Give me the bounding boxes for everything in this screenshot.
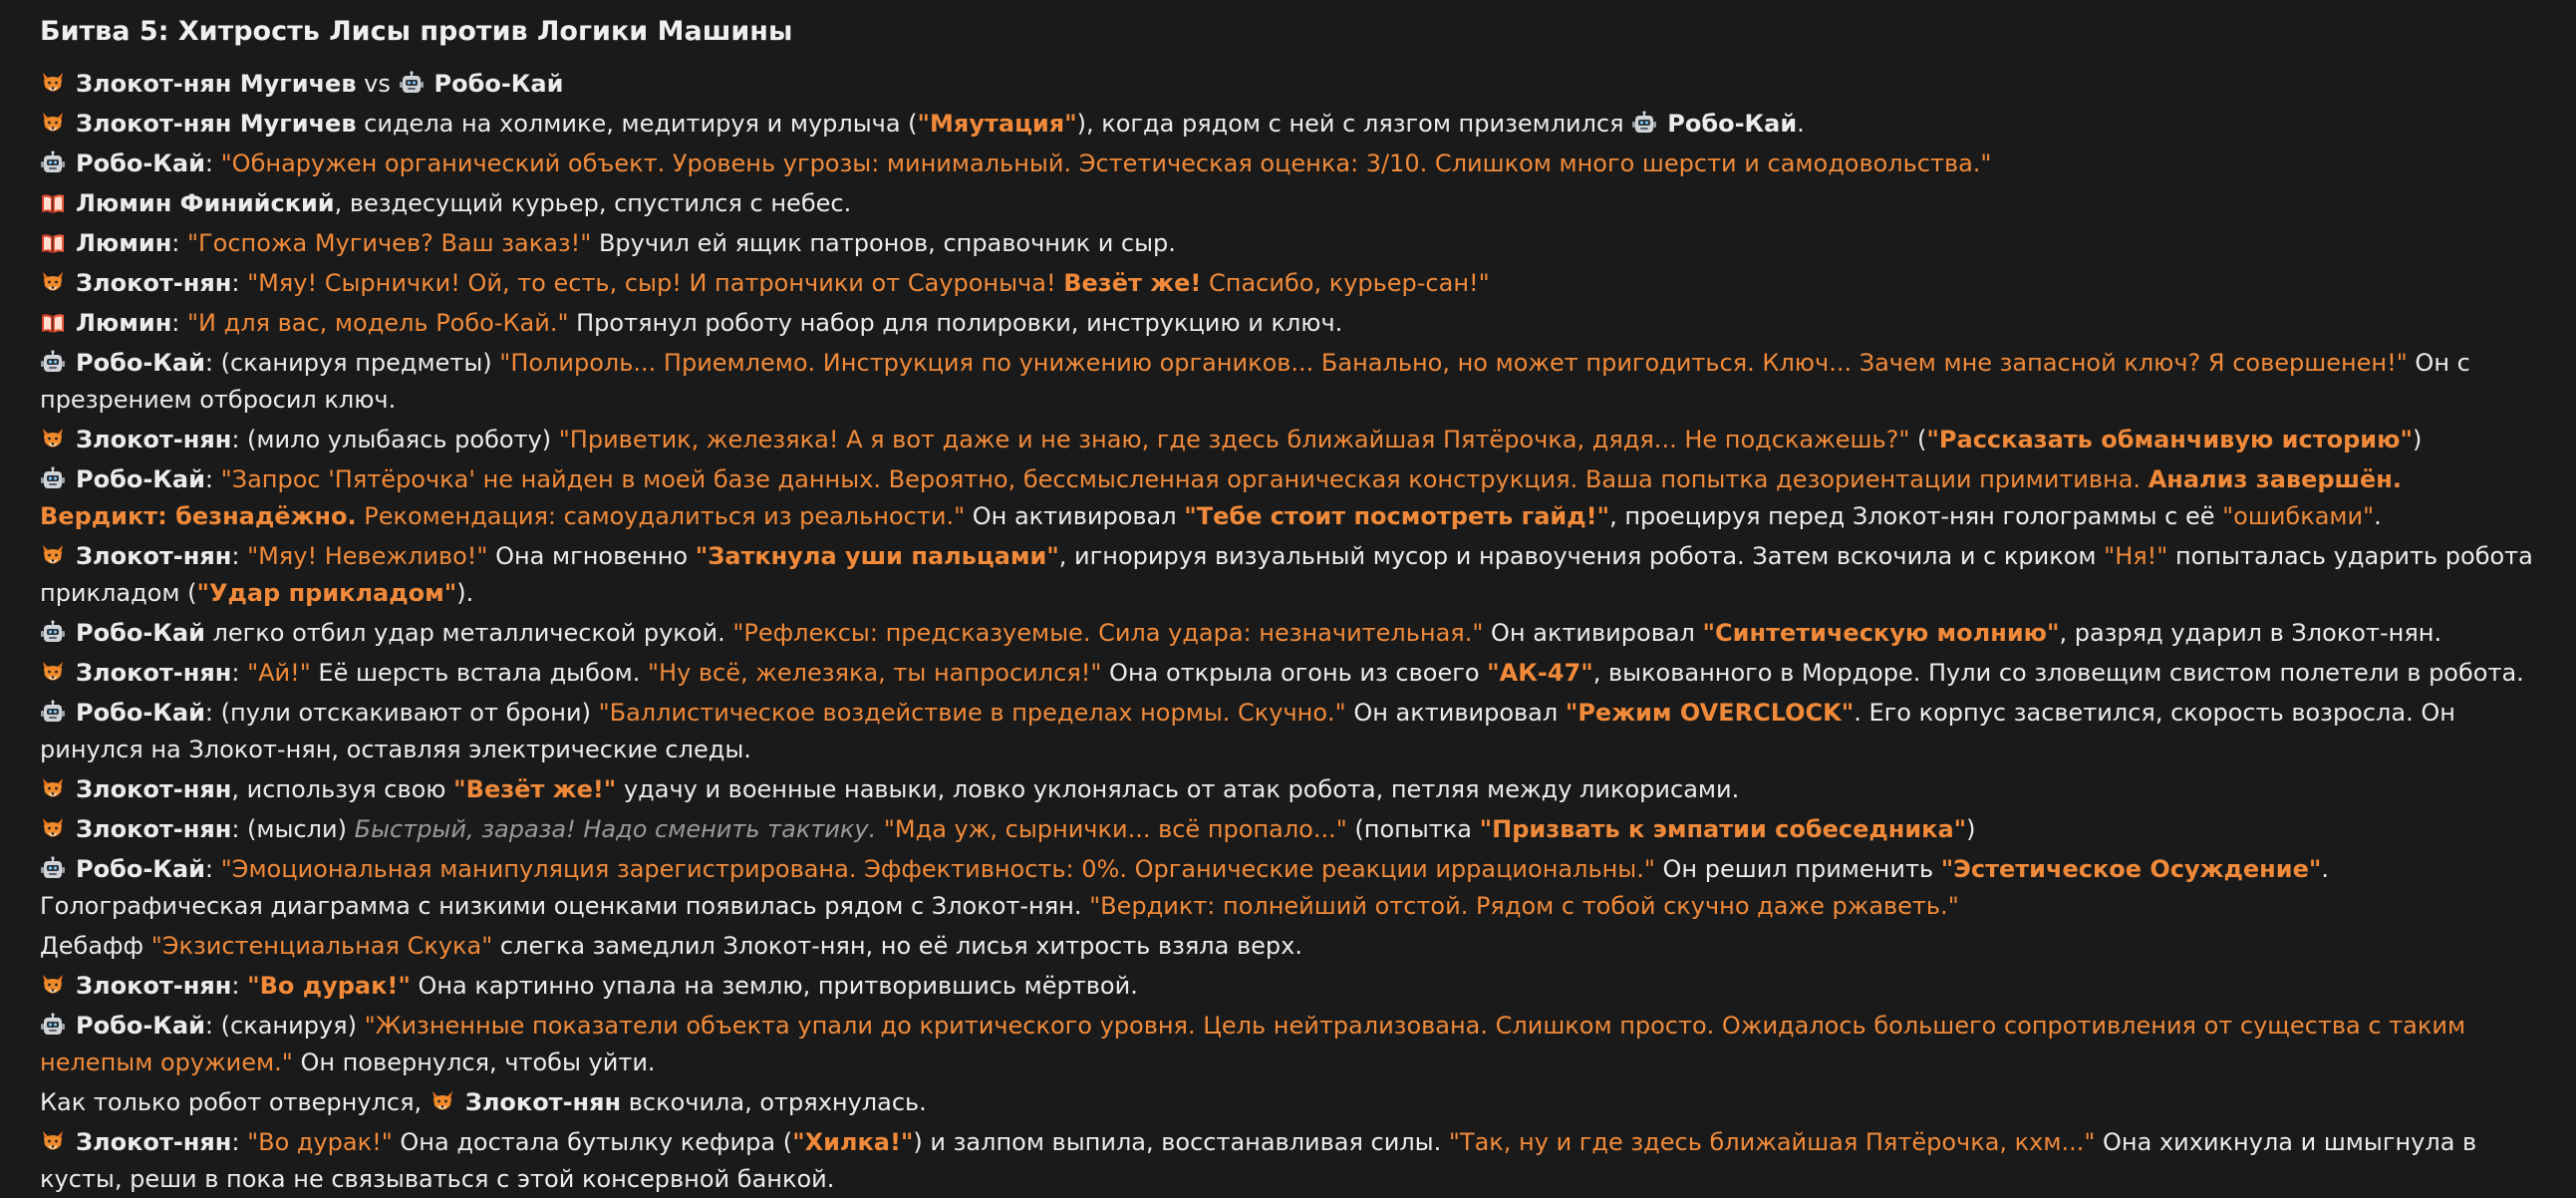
character-name: Злокот-нян Мугичев — [76, 70, 357, 98]
character-name: Робо-Кай — [76, 349, 205, 377]
character-name: Робо-Кай — [76, 465, 205, 493]
quote-text: "ошибками" — [2222, 502, 2375, 530]
narration-text: ), когда рядом с ней с лязгом приземлился — [1076, 110, 1632, 138]
narration-text: Она хихикнула и шмыгнула в кусты, реши в пока не связываться с этой консервной банкой. — [40, 1128, 2477, 1193]
character-name: Злокот-нян — [76, 775, 232, 803]
quote-text: "Вердикт: полнейший отстой. Рядом с тобой скучно даже ржаветь." — [1089, 892, 1959, 920]
character-name: Люмин — [76, 229, 172, 257]
story-line — [40, 538, 2536, 612]
fox-icon — [40, 973, 66, 999]
action-name: "Во дурак!" — [247, 972, 411, 1000]
narration-text: , используя свою — [231, 775, 454, 803]
character-name: Робо-Кай — [433, 70, 564, 98]
character-name: Люмин Финийский — [76, 189, 335, 217]
narration-text: . Его корпус засветился, скорость возросла. Он ринулся на Злокот-нян, оставляя электрические следы. — [40, 699, 2455, 763]
fox-icon — [40, 111, 66, 137]
character-name: Робо-Кай — [76, 699, 205, 727]
action-name: "Заткнула уши пальцами" — [695, 542, 1059, 570]
quote-text: "Экзистенциальная Скука" — [150, 932, 493, 960]
story-line — [40, 1084, 2536, 1121]
quote-text: "Запрос 'Пятёрочка' не найден в моей базе данных. Вероятно, бессмысленная органическая конструкция. Ваша попытка дезориентации примитивна. — [220, 465, 2148, 493]
character-name: Робо-Кай — [76, 150, 205, 177]
story-line — [40, 265, 2536, 302]
robot-icon — [40, 150, 66, 176]
narration-text: вскочила, отряхнулась. — [621, 1088, 927, 1116]
action-name: "Призвать к эмпатии собеседника" — [1479, 815, 1967, 843]
quote-text: "Ня!" — [2104, 542, 2168, 570]
narration-text: Он повернулся, чтобы уйти. — [292, 1048, 656, 1076]
action-name: "Рассказать обманчивую историю" — [1926, 426, 2413, 453]
quote-text: Спасибо, курьер-сан!" — [1201, 269, 1490, 297]
character-name: Злокот-нян — [76, 815, 232, 843]
robot-icon — [40, 466, 66, 492]
story-line — [40, 106, 2536, 143]
narration-text: ) и залпом выпила, восстанавливая силы. — [913, 1128, 1449, 1156]
fox-icon — [40, 660, 66, 686]
story-line — [40, 225, 2536, 262]
character-name: Робо-Кай — [76, 619, 205, 647]
character-name: Злокот-нян — [76, 972, 232, 1000]
action-name: Анализ завершён. Вердикт: безнадёжно. — [40, 465, 2402, 530]
action-name: "Мяутация" — [917, 110, 1077, 138]
narration-text: : — [171, 309, 187, 337]
quote-text: "Во дурак!" — [247, 1128, 393, 1156]
story-line — [40, 305, 2536, 342]
narration-text: : (пули отскакивают от брони) — [204, 699, 599, 727]
story-line — [40, 695, 2536, 768]
narration-text: vs — [356, 70, 399, 98]
story-line — [40, 1008, 2536, 1081]
quote-text: "Ай!" — [247, 659, 311, 687]
narration-text: ) — [2412, 426, 2423, 453]
narration-text: : — [231, 972, 248, 1000]
fox-icon — [40, 71, 66, 97]
fox-icon — [429, 1089, 455, 1115]
fox-icon — [40, 1129, 66, 1155]
robot-icon — [40, 700, 66, 726]
robot-icon — [399, 71, 425, 97]
quote-text: "Жизненные показатели объекта упали до критического уровня. Цель нейтрализована. Слишком просто. Ожидалось большего сопротивления от существа с таким нелепым оружием." — [40, 1012, 2466, 1076]
story-line — [40, 615, 2536, 652]
narration-text: Он активировал — [1483, 619, 1703, 647]
story-line — [40, 655, 2536, 692]
narration-text: Он активировал — [1345, 699, 1566, 727]
narration-text: Он с презрением отбросил ключ. — [40, 349, 2470, 414]
robot-icon — [1631, 111, 1657, 137]
character-name: Робо-Кай — [76, 855, 205, 883]
narration-text: Её шерсть встала дыбом. — [310, 659, 648, 687]
narration-text: : — [204, 855, 221, 883]
fox-icon — [40, 427, 66, 452]
narration-text: Она достала бутылку кефира ( — [392, 1128, 793, 1156]
character-name: Люмин — [76, 309, 172, 337]
story-line — [40, 422, 2536, 458]
quote-text: "Эмоциональная манипуляция зарегистрирована. Эффективность: 0%. Органические реакции иррациональны." — [220, 855, 1655, 883]
story-line — [40, 968, 2536, 1005]
quote-text: "Госпожа Мугичев? Ваш заказ!" — [187, 229, 592, 257]
action-name: "Режим OVERCLOCK" — [1565, 699, 1855, 727]
narration-text: Протянул роботу набор для полировки, инструкцию и ключ. — [568, 309, 1343, 337]
book-icon — [40, 230, 66, 256]
action-name: "Эстетическое Осуждение" — [1940, 855, 2322, 883]
book-icon — [40, 310, 66, 336]
story-line — [40, 1124, 2536, 1198]
narration-text: легко отбил удар металлической рукой. — [204, 619, 733, 647]
story-line — [40, 851, 2536, 925]
character-name: Злокот-нян — [76, 269, 232, 297]
narration-text: , вездесущий курьер, спустился с небес. — [334, 189, 852, 217]
narration-text: слегка замедлил Злокот-нян, но её лисья хитрость взяла верх. — [492, 932, 1302, 960]
narration-text: : — [204, 150, 221, 177]
story-title: Битва 5: Хитрость Лисы против Логики Машины — [40, 16, 793, 47]
narration-text: . Голографическая диаграмма с низкими оценками появилась рядом с Злокот-нян. — [40, 855, 2330, 920]
narration-text: : — [204, 465, 221, 493]
quote-text: "Ну всё, железяка, ты напросился!" — [647, 659, 1102, 687]
quote-text: "Так, ну и где здесь ближайшая Пятёрочка, кхм..." — [1448, 1128, 2096, 1156]
narration-text: : — [231, 269, 248, 297]
narration-text: Она мгновенно — [487, 542, 696, 570]
character-name: Злокот-нян — [76, 659, 232, 687]
quote-text: Рекомендация: самоудалиться из реальности." — [356, 502, 966, 530]
fox-icon — [40, 776, 66, 802]
narration-text: : — [171, 229, 187, 257]
story-line — [40, 811, 2536, 848]
fox-icon — [40, 270, 66, 296]
quote-text: "Баллистическое воздействие в пределах нормы. Скучно." — [598, 699, 1346, 727]
action-name: "Синтетическую молнию" — [1702, 619, 2060, 647]
story-lines — [40, 66, 2536, 1198]
thought-text: Быстрый, зараза! Надо сменить тактику. — [354, 815, 877, 843]
narration-text: , игнорируя визуальный мусор и нравоучения робота. Затем вскочила и с криком — [1058, 542, 2105, 570]
narration-text: ( — [1909, 426, 1927, 453]
narration-text: Она открыла огонь из своего — [1101, 659, 1488, 687]
character-name: Злокот-нян — [76, 1128, 232, 1156]
robot-icon — [40, 620, 66, 646]
narration-text: : (сканируя предметы) — [204, 349, 500, 377]
narration-text: . — [1797, 110, 1805, 138]
narration-text: попыталась ударить робота прикладом ( — [40, 542, 2533, 607]
action-name: Везёт же! — [1063, 269, 1202, 297]
character-name: Злокот-нян — [76, 542, 232, 570]
narration-text: Как только робот отвернулся, — [40, 1088, 429, 1116]
action-name: "Тебе стоит посмотреть гайд!" — [1184, 502, 1610, 530]
character-name: Злокот-нян — [76, 426, 232, 453]
quote-text: "Полироль... Приемлемо. Инструкция по унижению органиков... Банально, но может пригодиться. Ключ... Зачем мне запасной ключ? Я совершенен!" — [499, 349, 2408, 377]
narration-text: ) — [1966, 815, 1976, 843]
narration-text: : — [231, 659, 248, 687]
character-name: Злокот-нян Мугичев — [76, 110, 357, 138]
fox-icon — [40, 543, 66, 569]
narration-text: : (сканируя) — [204, 1012, 365, 1040]
story-line — [40, 345, 2536, 419]
story-line — [40, 928, 2536, 965]
narration-text: , разряд ударил в Злокот-нян. — [2059, 619, 2442, 647]
character-name: Злокот-нян — [464, 1088, 622, 1116]
quote-text: "Мда уж, сырнички... всё пропало..." — [883, 815, 1347, 843]
story-line — [40, 185, 2536, 222]
narration-text: , выкованного в Мордоре. Пули со зловещим свистом полетели в робота. — [1592, 659, 2524, 687]
character-name: Робо-Кай — [76, 1012, 205, 1040]
quote-text: "Мяу! Сырнички! Ой, то есть, сыр! И патрончики от Сауроныча! — [247, 269, 1064, 297]
narration-text: удачу и военные навыки, ловко уклонялась от атак робота, петляя между ликорисами. — [616, 775, 1740, 803]
narration-text: : — [231, 542, 248, 570]
narration-text: Он активировал — [965, 502, 1185, 530]
story-line — [40, 146, 2536, 182]
story-line — [40, 66, 2536, 103]
narration-text: ). — [456, 579, 474, 607]
narration-text: Он решил применить — [1654, 855, 1941, 883]
robot-icon — [40, 350, 66, 376]
narration-text: , проецируя перед Злокот-нян голограммы с её — [1609, 502, 2223, 530]
quote-text: "Рефлексы: предсказуемые. Сила удара: незначительная." — [732, 619, 1484, 647]
narration-text: сидела на холмике, медитируя и мурлыча ( — [356, 110, 918, 138]
narration-text: . — [2374, 502, 2382, 530]
book-icon — [40, 190, 66, 216]
quote-text: "Мяу! Невежливо!" — [247, 542, 488, 570]
story-line — [40, 461, 2536, 535]
narration-text: : — [231, 1128, 248, 1156]
narration-text: Она картинно упала на землю, притворившись мёртвой. — [410, 972, 1138, 1000]
narration-text: Дебафф — [40, 932, 151, 960]
narration-text: Вручил ей ящик патронов, справочник и сыр. — [591, 229, 1176, 257]
robot-icon — [40, 856, 66, 882]
narration-text: : (мило улыбаясь роботу) — [231, 426, 559, 453]
action-name: "Везёт же!" — [453, 775, 617, 803]
robot-icon — [40, 1013, 66, 1039]
action-name: "Хилка!" — [792, 1128, 914, 1156]
action-name: "АК-47" — [1487, 659, 1593, 687]
character-name: Робо-Кай — [1667, 110, 1798, 138]
story-line — [40, 771, 2536, 808]
action-name: "Удар прикладом" — [196, 579, 457, 607]
quote-text: "Обнаружен органический объект. Уровень угрозы: минимальный. Эстетическая оценка: 3/10. Слишком много шерсти и самодовольства." — [220, 150, 1992, 177]
quote-text: "И для вас, модель Робо-Кай." — [187, 309, 569, 337]
narration-text: (попытка — [1346, 815, 1480, 843]
narration-text — [876, 815, 884, 843]
quote-text: "Приветик, железяка! А я вот даже и не знаю, где здесь ближайшая Пятёрочка, дядя... Не подскажешь?" — [558, 426, 1910, 453]
narration-text: : (мысли) — [231, 815, 355, 843]
fox-icon — [40, 816, 66, 842]
